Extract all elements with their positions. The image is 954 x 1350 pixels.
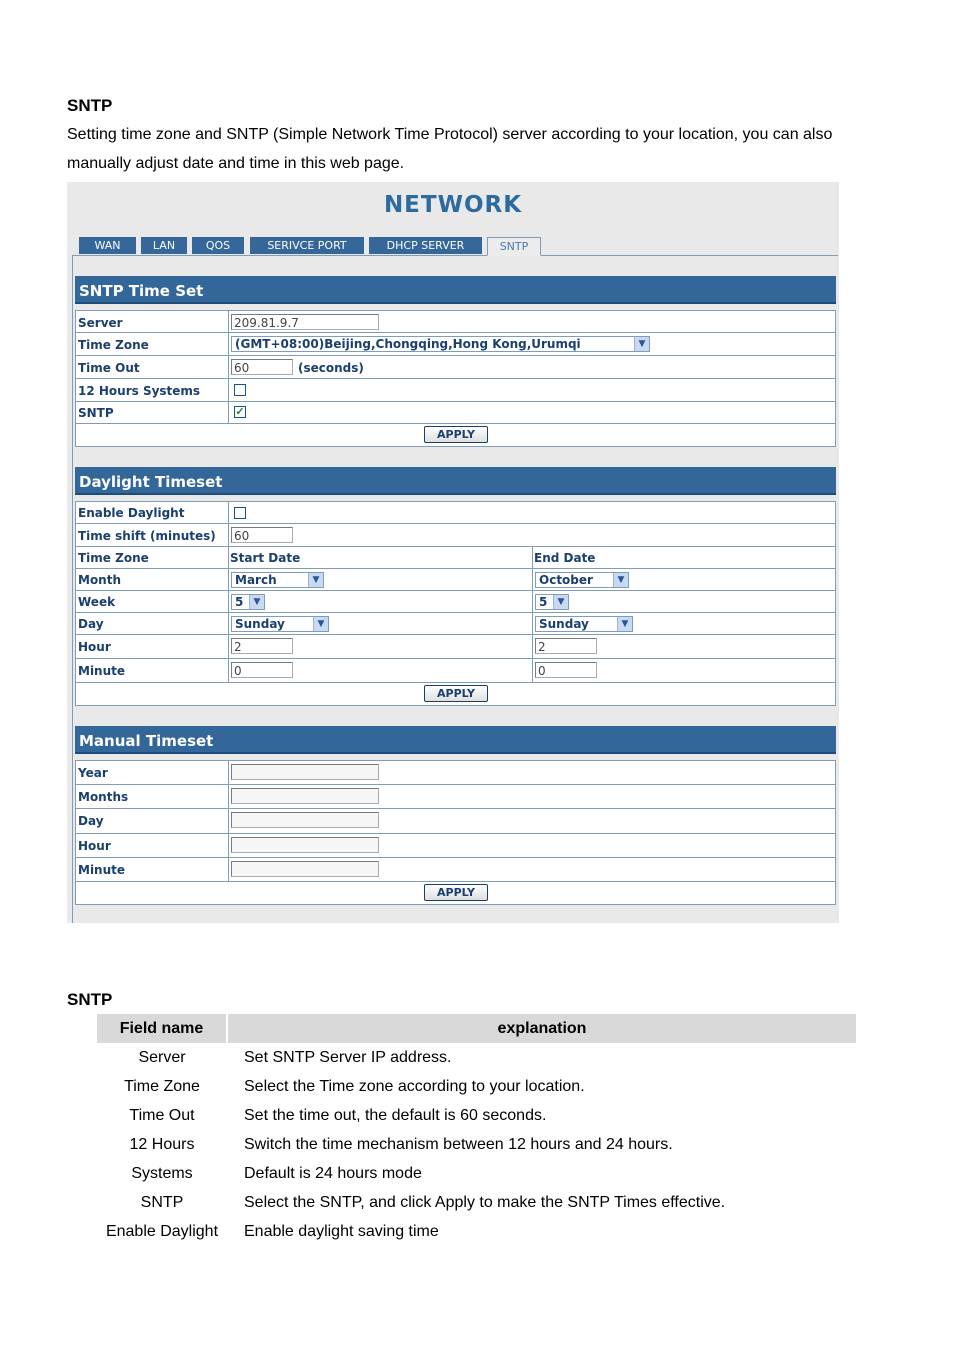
start-week-value: 5 [235,595,244,609]
year-label: Year [78,766,108,780]
manual-hour-row [75,834,836,858]
start-month-select[interactable] [231,572,324,588]
enable-daylight-label: Enable Daylight [78,506,185,520]
sntp-label: SNTP [78,406,114,420]
explanation-cell: Set the time out, the default is 60 seconds. [244,1106,547,1124]
start-month-value: March [235,573,277,587]
network-screenshot [67,182,839,923]
field-name-cell: 12 Hours [129,1135,195,1153]
year-row [75,760,836,785]
manual-header: Manual Timeset [75,726,836,754]
table-row [97,1101,856,1130]
chevron-down-icon[interactable]: ▼ [308,573,323,587]
explanation-header: explanation [227,1014,856,1043]
minute-label: Minute [78,664,126,678]
end-month-value: October [539,573,593,587]
end-minute-input[interactable]: 0 [535,662,597,678]
table-row [97,1130,856,1159]
end-date-label: End Date [534,551,596,565]
time-set-apply-row [75,424,836,447]
table-row [97,1159,856,1188]
enable-daylight-checkbox[interactable] [234,507,246,519]
manual-hour-input[interactable] [231,837,379,853]
daylight-apply-row [75,683,836,706]
week-label: Week [78,595,116,609]
chevron-down-icon[interactable]: ▼ [617,617,632,631]
chevron-down-icon[interactable]: ▼ [553,595,568,609]
field-name-header: Field name [97,1014,227,1043]
tab-qos[interactable]: QOS [192,237,244,254]
manual-minute-label: Minute [78,863,126,877]
network-title: NETWORK [383,192,523,218]
end-week-value: 5 [539,595,548,609]
minute-row [75,659,836,683]
start-hour-input[interactable]: 2 [231,638,293,654]
server-input[interactable]: 209.81.9.7 [231,314,379,330]
server-row [75,310,836,333]
end-hour-input[interactable]: 2 [535,638,597,654]
manual-minute-input[interactable] [231,861,379,877]
hour-row [75,635,836,659]
chevron-down-icon[interactable]: ▼ [613,573,628,587]
table-heading: SNTP [67,990,113,1009]
end-day-value: Sunday [539,617,589,631]
intro-paragraph: Setting time zone and SNTP (Simple Network Time Protocol) server according to your location, you can also manually adjust date and time in this web page. [67,126,833,172]
field-name-cell: Time Out [129,1106,195,1124]
start-day-value: Sunday [235,617,285,631]
hours12-checkbox[interactable] [234,384,246,396]
field-name-cell: Systems [131,1164,193,1182]
explanation-cell: Enable daylight saving time [244,1222,439,1240]
timezone-value: (GMT+08:00)Beijing,Chongqing,Hong Kong,Urumqi [235,337,581,351]
tab-bar [72,237,838,256]
months-label: Months [78,790,129,804]
time-shift-input[interactable]: 60 [231,527,293,543]
explanation-cell: Select the SNTP, and click Apply to make the SNTP Times effective. [244,1193,726,1211]
end-day-select[interactable] [535,616,633,632]
week-row [75,591,836,613]
table-row [97,1043,856,1072]
month-row [75,569,836,591]
table-row [97,1072,856,1101]
sntp-time-set-header: SNTP Time Set [75,276,836,304]
timeout-input[interactable]: 60 [231,359,293,375]
hour-label: Hour [78,640,111,654]
time-set-apply-button[interactable]: APPLY [424,426,488,443]
day-label: Day [78,617,104,631]
tab-lan[interactable]: LAN [141,237,187,254]
time-shift-row [75,524,836,547]
field-name-cell: SNTP [140,1193,184,1211]
chevron-down-icon[interactable]: ▼ [313,617,328,631]
manual-day-label: Day [78,814,104,828]
section-heading: SNTP [67,96,113,115]
explanation-cell: Select the Time zone according to your location. [244,1077,585,1095]
table-header-row [97,1014,856,1043]
sntp-checkbox[interactable]: ✓ [235,406,245,418]
time-shift-label: Time shift (minutes) [78,529,216,543]
field-name-cell: Enable Daylight [105,1222,219,1240]
explanation-cell: Switch the time mechanism between 12 hours and 24 hours. [244,1135,673,1153]
tab-sntp[interactable]: SNTP [487,237,541,256]
daylight-timezone-label: Time Zone [78,551,149,565]
server-label: Server [78,316,123,330]
start-day-select[interactable] [231,616,329,632]
chevron-down-icon[interactable]: ▼ [634,337,649,351]
manual-minute-row [75,858,836,882]
year-input[interactable] [231,764,379,780]
timezone-row [75,333,836,356]
timeout-row [75,356,836,379]
timeout-unit: (seconds) [298,361,364,375]
enable-daylight-row [75,501,836,524]
timezone-select[interactable] [231,336,650,352]
chevron-down-icon[interactable]: ▼ [249,595,264,609]
daylight-header: Daylight Timeset [75,467,836,495]
end-week-select[interactable] [535,594,569,610]
tab-service-port[interactable]: SERIVCE PORT [250,237,364,254]
end-month-select[interactable] [535,572,629,588]
tab-dhcp-server[interactable]: DHCP SERVER [369,237,482,254]
hours12-label: 12 Hours Systems [78,384,201,398]
daylight-apply-button[interactable]: APPLY [424,685,488,702]
manual-day-row [75,809,836,834]
hours12-row [75,379,836,402]
day-row [75,613,836,635]
timeout-label: Time Out [78,361,140,375]
sntp-row [75,402,836,424]
field-table [97,1014,856,1246]
months-input[interactable] [231,788,379,804]
manual-day-input[interactable] [231,812,379,828]
month-label: Month [78,573,122,587]
months-row [75,785,836,809]
start-week-select[interactable] [231,594,265,610]
table-row [97,1188,856,1217]
explanation-cell: Set SNTP Server IP address. [244,1048,452,1066]
tab-wan[interactable]: WAN [79,237,136,254]
table-row [97,1217,856,1246]
manual-apply-row [75,882,836,905]
timezone-label: Time Zone [78,338,149,352]
manual-hour-label: Hour [78,839,111,853]
field-name-cell: Server [138,1048,186,1066]
explanation-cell: Default is 24 hours mode [244,1164,422,1182]
manual-apply-button[interactable]: APPLY [424,884,488,901]
field-name-cell: Time Zone [124,1077,200,1095]
start-minute-input[interactable]: 0 [231,662,293,678]
start-date-label: Start Date [230,551,301,565]
daylight-columns-row [75,547,836,569]
